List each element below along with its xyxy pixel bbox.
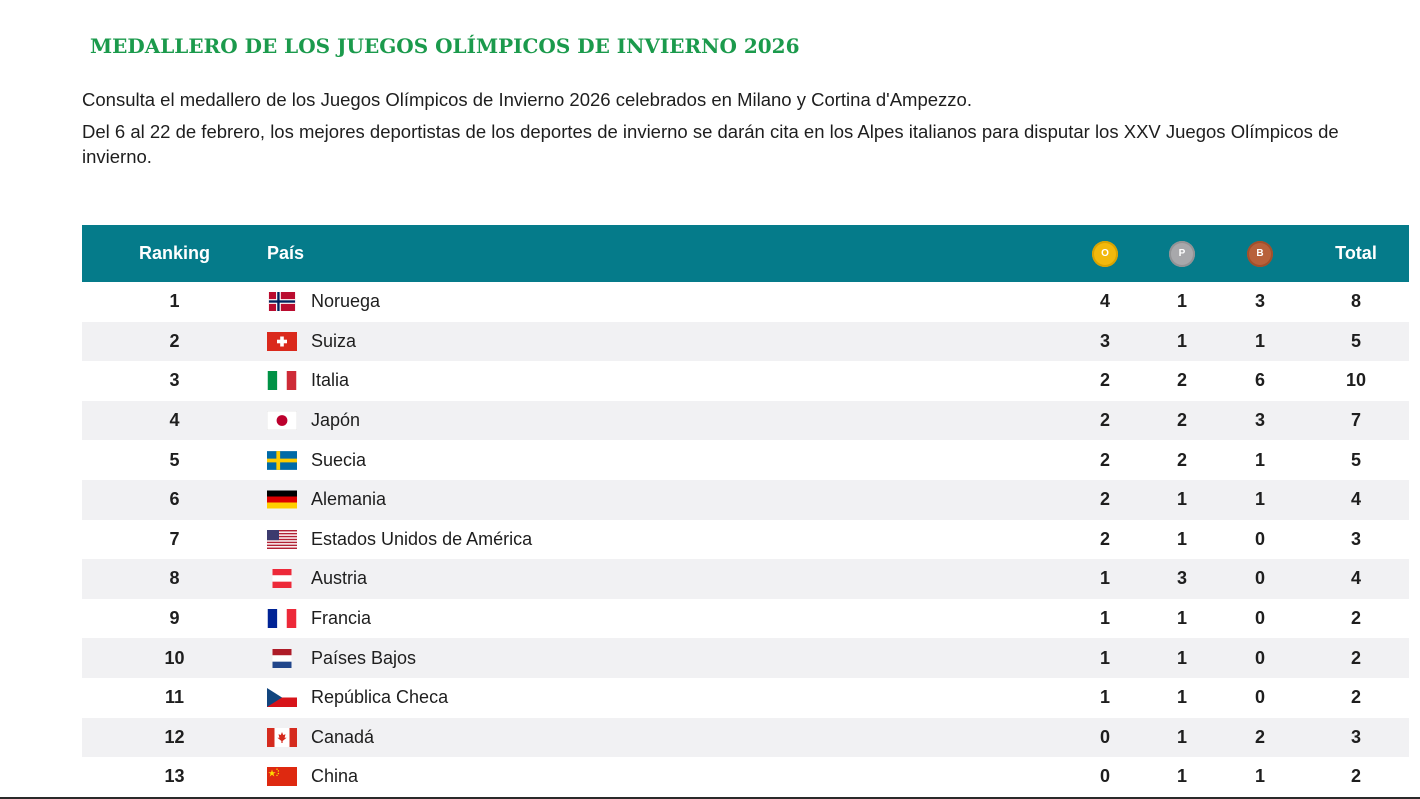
bronze-count: 1 [1254,330,1265,351]
gold-medal-icon: O [1092,241,1118,267]
country-wrap [267,489,1063,510]
silver-count: 1 [1176,330,1187,351]
total-count: 2 [1350,766,1361,787]
usa-flag-icon [267,530,297,549]
gold-header[interactable] [1063,225,1147,282]
total-count: 4 [1350,489,1361,510]
rank-cell: 5 [169,449,180,470]
country-cell [267,599,1063,639]
gold-count: 1 [1099,608,1110,629]
bronze-count: 0 [1254,528,1265,549]
country-cell [267,718,1063,758]
silver-count: 1 [1176,726,1187,747]
total-count: 2 [1350,647,1361,668]
rank-cell: 12 [164,726,185,747]
total-count: 2 [1350,687,1361,708]
country-cell [267,480,1063,520]
country-cell [267,757,1063,797]
silver-count: 1 [1176,766,1187,787]
country-cell [267,322,1063,362]
germany-flag-icon [267,490,297,509]
country-name: Canadá [311,726,375,747]
total-count: 2 [1350,608,1361,629]
gold-count: 1 [1099,687,1110,708]
silver-count: 2 [1176,410,1187,431]
table-row [82,559,1409,599]
silver-count: 2 [1176,370,1187,391]
silver-count: 1 [1176,489,1187,510]
country-wrap [267,608,1063,629]
silver-medal-icon: P [1169,241,1195,267]
czech-republic-flag-icon [267,688,297,707]
table-row [82,599,1409,639]
total-count: 5 [1350,449,1361,470]
total-count: 7 [1350,410,1361,431]
country-name: Estados Unidos de América [311,528,533,549]
table-row [82,361,1409,401]
table-row [82,718,1409,758]
silver-header[interactable] [1147,225,1217,282]
bronze-count: 2 [1254,726,1265,747]
total-header[interactable]: Total [1335,243,1377,263]
table-row [82,757,1409,797]
silver-count: 1 [1176,291,1187,312]
gold-count: 4 [1099,291,1110,312]
total-count: 3 [1350,726,1361,747]
netherlands-flag-icon [267,649,297,668]
bronze-count: 1 [1254,449,1265,470]
medal-table [82,225,1409,797]
country-cell [267,559,1063,599]
bronze-medal-icon: B [1247,241,1273,267]
country-name: Países Bajos [311,647,417,668]
bronze-count: 1 [1254,766,1265,787]
gold-count: 2 [1099,370,1110,391]
bronze-count: 3 [1254,410,1265,431]
country-cell [267,678,1063,718]
total-count: 5 [1350,330,1361,351]
china-flag-icon [267,767,297,786]
gold-count: 0 [1099,766,1110,787]
rank-cell: 8 [169,568,180,589]
total-count: 4 [1350,568,1361,589]
country-cell [267,638,1063,678]
rank-cell: 9 [169,608,180,629]
country-wrap [267,648,1063,669]
intro-paragraph-1: Consulta el medallero de los Juegos Olímpicos de Invierno 2026 celebrados en Milano y Cortina d'Ampezzo. [82,89,972,110]
country-name: Suiza [311,330,357,351]
country-name: Noruega [311,291,381,312]
country-wrap [267,331,1063,352]
country-name: Alemania [311,489,387,510]
table-row [82,440,1409,480]
rank-cell: 7 [169,528,180,549]
gold-count: 2 [1099,449,1110,470]
intro-text [82,87,1372,176]
country-name: Italia [311,370,350,391]
country-cell [267,401,1063,441]
gold-count: 1 [1099,568,1110,589]
country-name: Suecia [311,449,367,470]
country-wrap [267,370,1063,391]
country-wrap [267,568,1063,589]
rank-cell: 13 [164,766,185,787]
intro-paragraph-2: Del 6 al 22 de febrero, los mejores deportistas de los deportes de invierno se darán cita en los Alpes italianos para disputar los XXV Juegos Olímpicos de invierno. [82,121,1339,167]
bronze-count: 1 [1254,489,1265,510]
rank-cell: 6 [169,489,180,510]
silver-count: 1 [1176,687,1187,708]
country-wrap [267,410,1063,431]
table-header-row [82,225,1409,282]
bronze-count: 6 [1254,370,1265,391]
table-row [82,480,1409,520]
table-row [82,282,1409,322]
country-name: Francia [311,608,372,629]
country-wrap [267,291,1063,312]
gold-count: 0 [1099,726,1110,747]
gold-count: 1 [1099,647,1110,668]
rank-cell: 2 [169,330,180,351]
rank-cell: 1 [169,291,180,312]
austria-flag-icon [267,569,297,588]
table-row [82,678,1409,718]
silver-count: 3 [1176,568,1187,589]
country-wrap [267,529,1063,550]
silver-count: 1 [1176,647,1187,668]
country-name: China [311,766,359,787]
country-wrap [267,450,1063,471]
japan-flag-icon [267,411,297,430]
silver-count: 2 [1176,449,1187,470]
total-count: 8 [1350,291,1361,312]
country-wrap [267,766,1063,787]
table-row [82,638,1409,678]
country-cell [267,361,1063,401]
rank-cell: 4 [169,410,180,431]
total-count: 3 [1350,528,1361,549]
country-name: Japón [311,410,361,431]
rank-cell: 10 [164,647,185,668]
bronze-header[interactable] [1217,225,1303,282]
ranking-header[interactable]: Ranking [138,243,210,263]
country-cell [267,282,1063,322]
country-wrap [267,727,1063,748]
bronze-count: 0 [1254,568,1265,589]
bronze-count: 3 [1254,291,1265,312]
norway-flag-icon [267,292,297,311]
table-row [82,401,1409,441]
bronze-count: 0 [1254,647,1265,668]
country-name: Austria [311,568,368,589]
italy-flag-icon [267,371,297,390]
country-cell [267,440,1063,480]
france-flag-icon [267,609,297,628]
gold-count: 2 [1099,489,1110,510]
table-header [82,225,1409,282]
gold-count: 3 [1099,330,1110,351]
total-count: 10 [1345,370,1367,391]
rank-cell: 3 [169,370,180,391]
country-wrap [267,687,1063,708]
country-cell [267,520,1063,560]
country-name: República Checa [311,687,449,708]
country-header[interactable]: País [267,243,305,263]
gold-count: 2 [1099,528,1110,549]
table-row [82,322,1409,362]
sweden-flag-icon [267,451,297,470]
canada-flag-icon [267,728,297,747]
bronze-count: 0 [1254,608,1265,629]
bronze-count: 0 [1254,687,1265,708]
table-body [82,282,1409,797]
switzerland-flag-icon [267,332,297,351]
gold-count: 2 [1099,410,1110,431]
silver-count: 1 [1176,528,1187,549]
page-title: MEDALLERO DE LOS JUEGOS OLÍMPICOS DE INVIERNO 2026 [90,34,800,58]
table-row [82,520,1409,560]
silver-count: 1 [1176,608,1187,629]
rank-cell: 11 [164,687,185,708]
